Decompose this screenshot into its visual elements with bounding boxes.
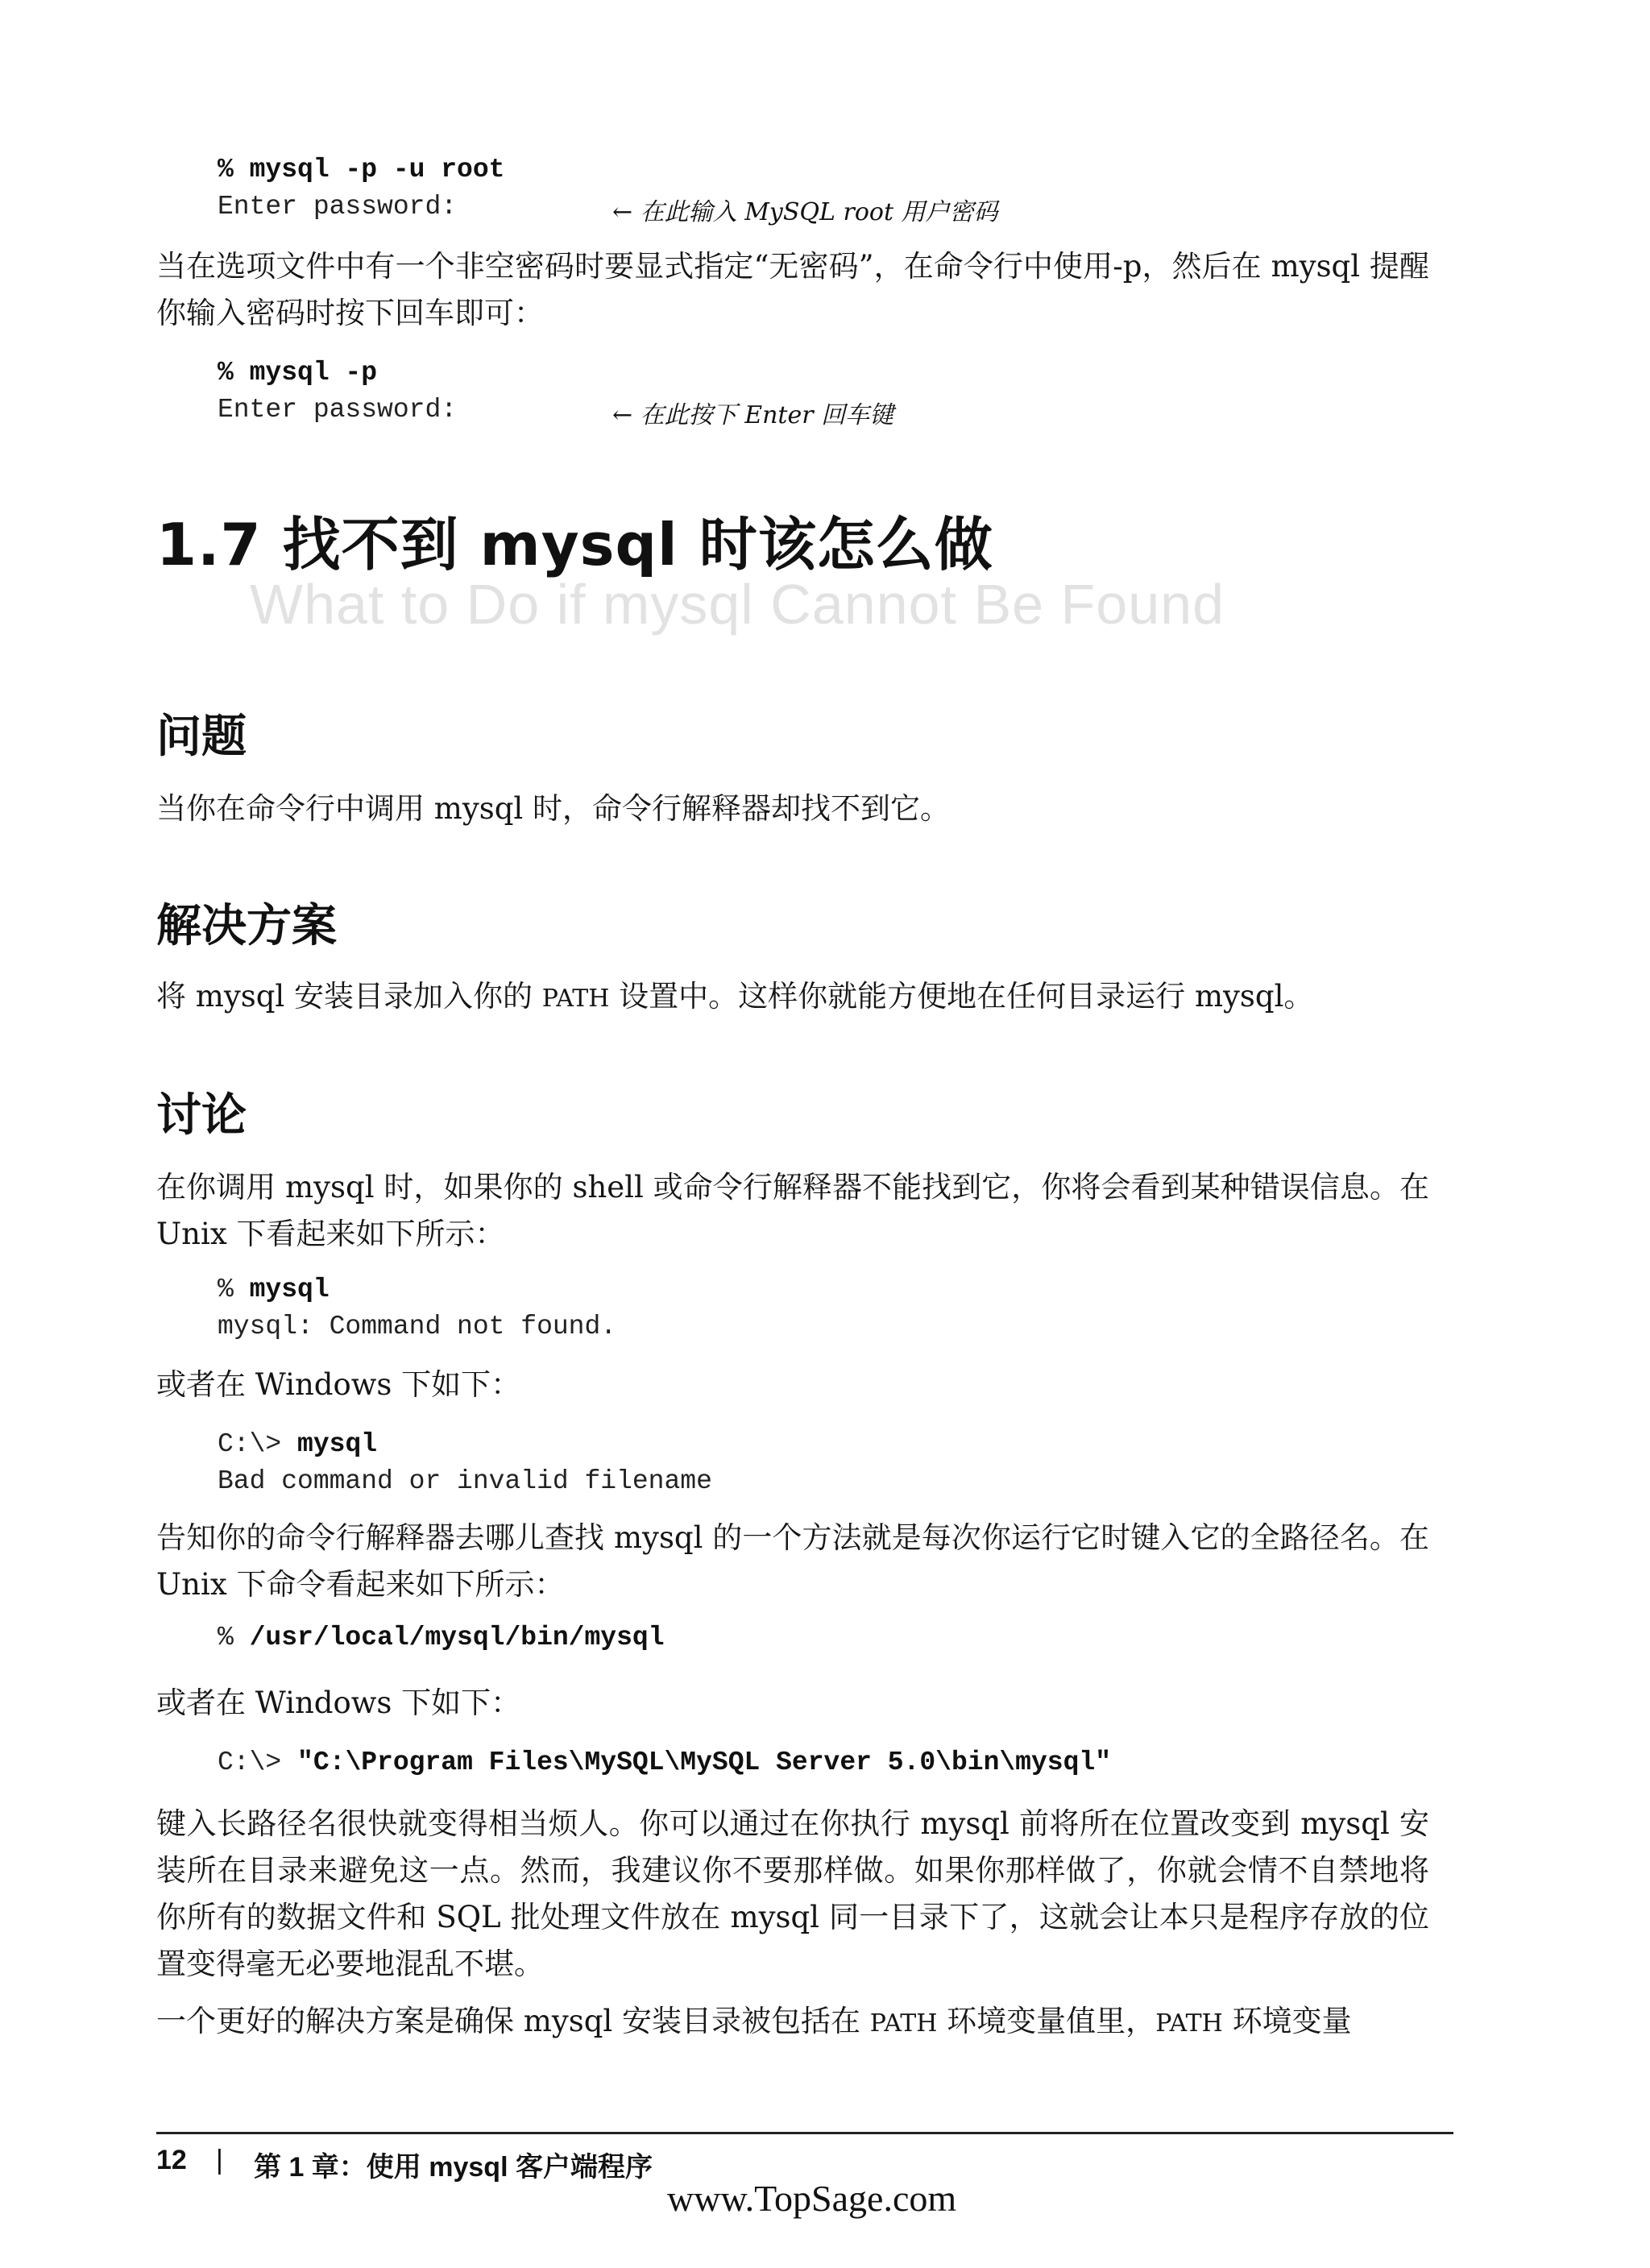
code-annotation: ← 在此输入 MySQL root 用户密码 [612, 198, 998, 226]
heading-discussion: 讨论 [156, 1089, 247, 1142]
footer-separator: | [216, 2145, 223, 2175]
paragraph-empty-password: 当在选项文件中有一个非空密码时要显式指定“无密码”，在命令行中使用-p，然后在 mysql 提醒你输入密码时按下回车即可： [156, 249, 1429, 330]
path-term: PATH [1155, 2009, 1223, 2038]
code-prompt-line: Enter password: [218, 192, 458, 222]
code-command: % mysql -p -u root [218, 155, 505, 185]
code-block-windows-path: C:\> "C:\Program Files\MySQL\MySQL Server 5.0\bin\mysql" [218, 1748, 1111, 1777]
code-block-empty-password [218, 355, 377, 392]
watermark-url: www.TopSage.com [667, 2178, 957, 2219]
paragraph-solution: 将 mysql 安装目录加入你的 PATH 设置中。这样你就能方便地在任何目录运行 mysql。 [156, 979, 1314, 1014]
footer-rule [156, 2132, 1453, 2134]
path-term: PATH [869, 2009, 938, 2038]
code-command: % mysql -p [218, 358, 378, 388]
paragraph-discussion-4: 或者在 Windows 下如下： [156, 1685, 521, 1720]
heading-solution: 解决方案 [156, 900, 337, 952]
code-annotation: ← 在此按下 Enter 回车键 [612, 401, 894, 429]
footer-chapter: 第 1 章：使用 mysql 客户端程序 [254, 2152, 653, 2183]
paragraph-discussion-3: 告知你的命令行解释器去哪儿查找 mysql 的一个方法就是每次你运行它时键入它的全路径名。在 Unix 下命令看起来如下所示： [156, 1520, 1429, 1602]
code-block-unix: % mysql [218, 1275, 330, 1304]
code-output: mysql: Command not found. [218, 1312, 617, 1341]
paragraph-discussion-2: 或者在 Windows 下如下： [156, 1367, 521, 1402]
paragraph-problem: 当你在命令行中调用 mysql 时，命令行解释器却找不到它。 [156, 791, 951, 826]
section-title: 1.7 找不到 mysql 时该怎么做 [156, 511, 993, 578]
heading-problem: 问题 [156, 711, 247, 763]
paragraph-discussion-5: 键入长路径名很快就变得相当烦人。你可以通过在你执行 mysql 前将所在位置改变到 mysql 安装所在目录来避免这一点。然而，我建议你不要那样做。如果你那样做了，你就会情不自禁地将你所有的数据文件和 SQL 批处理文件放在 mysql 同一目录下了，这就会让本只是程序存放的位置变得毫无必要地混乱不堪。 [156, 1806, 1429, 1981]
path-term: PATH [541, 985, 610, 1013]
page-number: 12 [156, 2145, 187, 2175]
code-prompt-line: Enter password: [218, 395, 458, 425]
paragraph-discussion-6: 一个更好的解决方案是确保 mysql 安装目录被包括在 PATH 环境变量值里，PATH 环境变量 [156, 2004, 1352, 2038]
code-block-login [218, 151, 504, 189]
code-block-unix-path: % /usr/local/mysql/bin/mysql [218, 1623, 665, 1652]
paragraph-discussion-1: 在你调用 mysql 时，如果你的 shell 或命令行解释器不能找到它，你将会看到某种错误信息。在 Unix 下看起来如下所示： [156, 1170, 1429, 1251]
code-output: Bad command or invalid filename [218, 1466, 712, 1496]
section-subtitle: What to Do if mysql Cannot Be Found [250, 573, 1225, 636]
code-block-windows: C:\> mysql [218, 1429, 378, 1459]
